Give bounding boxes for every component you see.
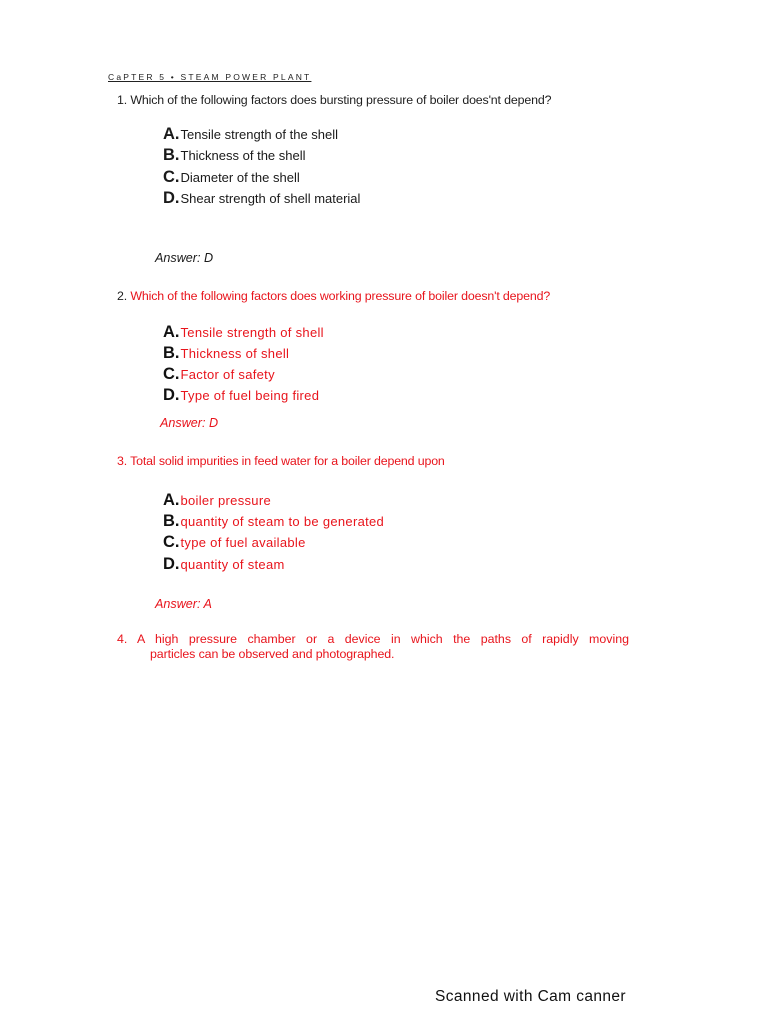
choice-letter: D. bbox=[163, 386, 180, 404]
question-text: Which of the following factors does working pressure of boiler doesn't depend? bbox=[130, 289, 551, 303]
question-number: 2. bbox=[117, 289, 128, 303]
choice-letter: B. bbox=[163, 344, 180, 362]
choice-text: boiler pressure bbox=[180, 493, 271, 508]
choice-letter: B. bbox=[163, 146, 180, 164]
question-4-line-1: 4. A high pressure chamber or a device in which the paths of rapidly moving bbox=[117, 632, 629, 646]
chapter-header: CaPTER 5 • STEAM POWER PLANT bbox=[108, 72, 312, 82]
choice-text: Factor of safety bbox=[180, 367, 275, 382]
q3-choice-d bbox=[163, 555, 285, 574]
choice-letter: D. bbox=[163, 189, 180, 207]
choice-letter: C. bbox=[163, 168, 180, 186]
choice-text: Type of fuel being fired bbox=[180, 388, 320, 403]
question-4 bbox=[117, 632, 629, 662]
choice-text: Thickness of the shell bbox=[180, 148, 306, 163]
q2-choice-b bbox=[163, 344, 289, 363]
q1-choice-a bbox=[163, 125, 338, 144]
q2-answer: Answer: D bbox=[160, 416, 219, 430]
question-3: 3. Total solid impurities in feed water for a boiler depend upon bbox=[117, 454, 445, 468]
choice-text: Tensile strength of shell bbox=[180, 325, 324, 340]
q1-choice-d bbox=[163, 189, 360, 208]
choice-text: Tensile strength of the shell bbox=[180, 127, 339, 142]
choice-letter: A. bbox=[163, 491, 180, 509]
question-1: 1. Which of the following factors does bursting pressure of boiler does'nt depend? bbox=[117, 93, 552, 107]
q2-choice-a bbox=[163, 323, 324, 342]
choice-text: quantity of steam bbox=[180, 557, 285, 572]
question-4-line-2: particles can be observed and photographed. bbox=[150, 647, 395, 661]
q3-choice-c bbox=[163, 533, 306, 552]
q2-choice-d bbox=[163, 386, 319, 405]
q1-answer: Answer: D bbox=[155, 251, 214, 265]
choice-text: Shear strength of shell material bbox=[180, 191, 361, 206]
q3-choice-a bbox=[163, 491, 271, 510]
q2-choice-c bbox=[163, 365, 275, 384]
q1-choice-b bbox=[163, 146, 306, 165]
choice-letter: C. bbox=[163, 533, 180, 551]
choice-letter: A. bbox=[163, 323, 180, 341]
choice-letter: B. bbox=[163, 512, 180, 530]
choice-letter: A. bbox=[163, 125, 180, 143]
choice-text: Thickness of shell bbox=[180, 346, 290, 361]
choice-text: quantity of steam to be generated bbox=[180, 514, 385, 529]
choice-letter: D. bbox=[163, 555, 180, 573]
choice-letter: C. bbox=[163, 365, 180, 383]
q1-choice-c bbox=[163, 168, 300, 187]
choice-text: Diameter of the shell bbox=[180, 170, 300, 185]
choice-text: type of fuel available bbox=[180, 535, 306, 550]
question-2 bbox=[117, 289, 550, 303]
q3-choice-b bbox=[163, 512, 384, 531]
q3-answer: Answer: A bbox=[155, 597, 212, 611]
scanner-watermark: Scanned with Cam canner bbox=[435, 988, 626, 1005]
